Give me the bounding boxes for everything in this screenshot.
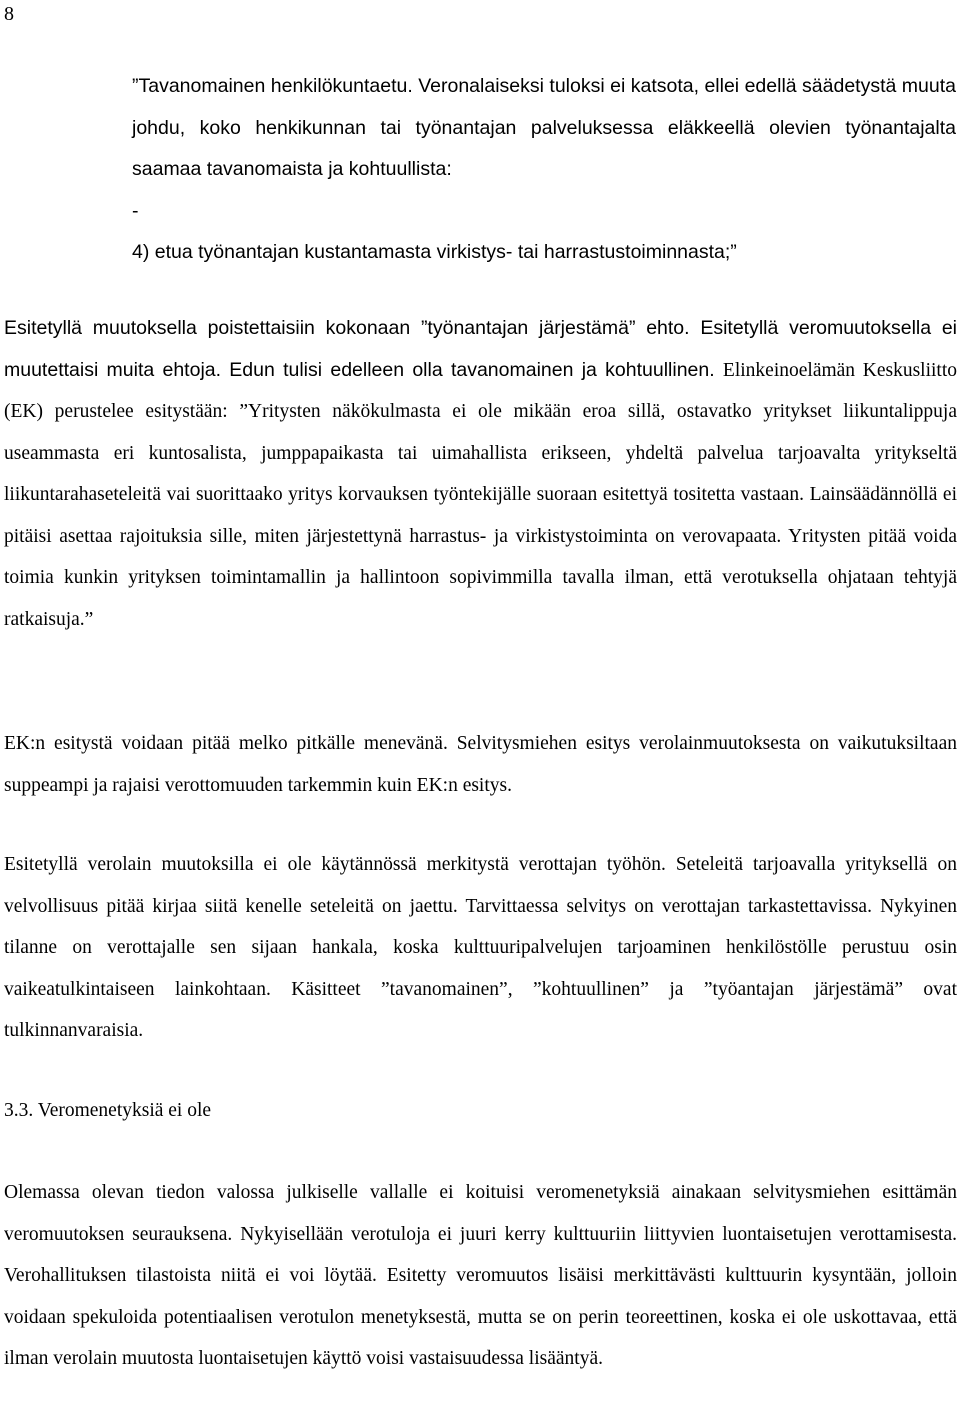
- section-heading: 3.3. Veromenetyksiä ei ole: [4, 1100, 212, 1121]
- quote-list-item: 4) etua työnantajan kustantamasta virkistys- tai harrastustoiminnasta;”: [132, 241, 737, 263]
- paragraph-proposal-change: [4, 308, 957, 640]
- paragraph-text-ek-quote: Elinkeinoelämän Keskusliitto (EK) perustelee esitystään: ”Yritysten näkökulmasta ei ole mikään eroa sillä, ostavatko yritykset liikuntalippuja useammasta eri kuntosalista, jumppapaikasta tai uimahallista erikseen, yhdeltä palvelua tarjoavalta yritykseltä liikuntarahaseteleitä vai suorittaako yritys korvauksen työntekijälle suoraan esitettyä tositetta vastaan. Lainsäädännöllä ei pitäisi asettaa rajoituksia sille, miten järjestettynä harrastus- ja virkistystoiminta on verovapaata. Yritysten pitää voida toimia kunkin yrityksen toimintamallin ja hallintoon sopivimmilla tavalla ilman, että verotuksella ohjataan tehtyjä ratkaisuja.”: [4, 359, 958, 630]
- paragraph-ek-assessment: EK:n esitystä voidaan pitää melko pitkälle menevänä. Selvitysmiehen esitys verolainmuutoksesta on vaikutuksiltaan suppeampi ja rajaisi verottomuuden tarkemmin kuin EK:n esitys.: [4, 733, 957, 796]
- quote-dash: -: [132, 199, 139, 222]
- page-number: 8: [4, 3, 14, 25]
- paragraph-tax-authority: Esitetyllä verolain muutoksilla ei ole käytännössä merkitystä verottajan työhön. Seteleitä tarjoavalla yrityksellä on velvollisuus pitää kirjaa siitä kenelle seteleitä on jaettu. Tarvittaessa selvitys on verottajan tarkastettavissa. Nykyinen tilanne on verottajalle sen sijaan hankala, koska kulttuuripalvelujen tarjoaminen henkilöstölle perustuu osin vaikeatulkintaiseen lainkohtaan. Käsitteet ”tavanomainen”, ”kohtuullinen” ja ”työantajan järjestämä” ovat tulkinnanvaraisia.: [4, 854, 957, 1041]
- law-quote: [132, 66, 956, 274]
- paragraph-text: Esitetyllä muutoksella poistettaisiin kokonaan ”työnantajan järjestämä” ehto. Esitetyllä veromuutoksella ei muutettaisi muita ehtoja. Edun tulisi edelleen olla tavanomainen ja kohtuullinen.: [4, 317, 957, 381]
- paragraph-no-tax-loss: Olemassa olevan tiedon valossa julkiselle vallalle ei koituisi veromenetyksiä ainakaan selvitysmiehen esittämän veromuutoksen seurauksena. Nykyisellään verotuloja ei juuri kerry kulttuuriin liittyvien luontaisetujen verottamisesta. Verohallituksen tilastoista niitä ei voi löytää. Esitetty veromuutos lisäisi merkittävästi kulttuurin kysyntään, jolloin voidaan spekuloida potentiaalisen verotulon menetyksestä, mutta se on perin teoreettinen, koska ei ole uskottavaa, että ilman verolain muutosta luontaisetujen käyttö voisi vastaisuudessa lisääntyä.: [4, 1182, 957, 1369]
- quote-main-text: ”Tavanomainen henkilökuntaetu. Veronalaiseksi tuloksi ei katsota, ellei edellä säädetystä muuta johdu, koko henkikunnan tai työnantajan palveluksessa eläkkeellä olevien työnantajalta saamaa tavanomaista ja kohtuullista:: [132, 75, 956, 180]
